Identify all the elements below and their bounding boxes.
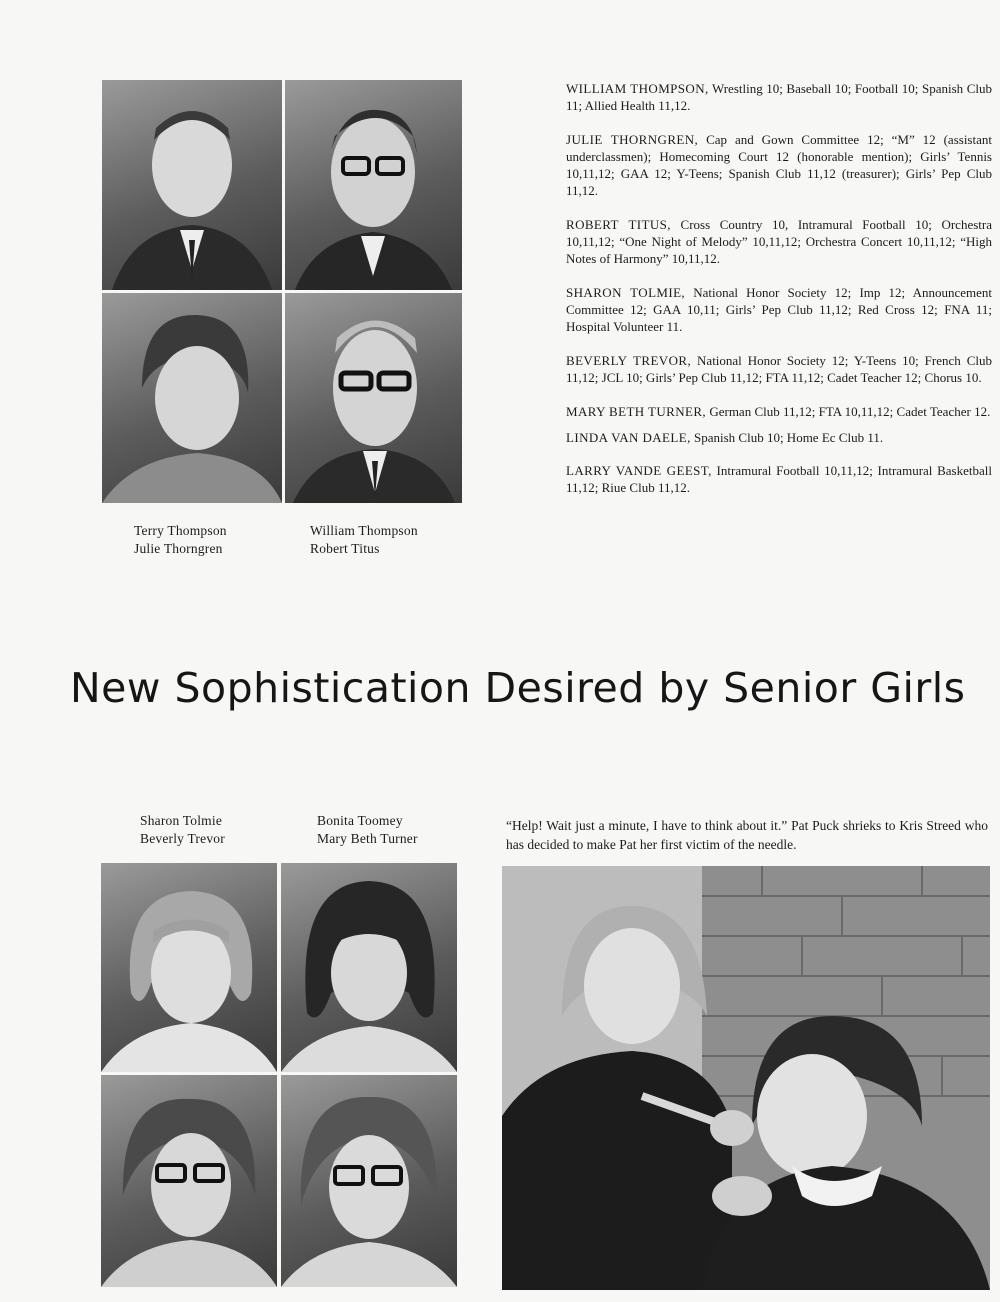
caption-name: Terry Thompson	[134, 523, 227, 538]
caption-name: Bonita Toomey	[317, 813, 403, 828]
bio-activities: Cap and Gown Committee 12; “M” 12 (assistant underclassmen); Homecoming Court 12 (honorable mention); Girls’ Tennis 10,11,12; GAA 12; Y-Teens; Spanish Club 11,12 (treasurer); Girls’ Pep Club 11,12.	[566, 132, 992, 198]
bio-entry	[566, 216, 992, 267]
portrait-robert-titus	[285, 293, 462, 503]
bio-entry	[566, 429, 992, 446]
bio-activities: Spanish Club 10; Home Ec Club 11.	[693, 430, 884, 445]
caption-name: William Thompson	[310, 523, 418, 538]
caption-name: Sharon Tolmie	[140, 813, 223, 828]
caption-name: Julie Thorngren	[134, 541, 223, 556]
portrait-terry-thompson	[102, 80, 282, 290]
bio-entry	[566, 403, 992, 420]
bio-entry	[566, 352, 992, 386]
candid-photo-caption: “Help! Wait just a minute, I have to think about it.” Pat Puck shrieks to Kris Streed who has decided to make Pat her first victim of the needle.	[506, 818, 988, 852]
portrait-beverly-trevor	[101, 1075, 277, 1287]
page-headline: New Sophistication Desired by Senior Girls	[70, 664, 966, 712]
bio-activities: Cross Country 10, Intramural Football 10; Orchestra 10,11,12; “One Night of Melody” 10,11,12; Orchestra Concert 10,11,12; “High Notes of Harmony” 10,11,12.	[566, 217, 992, 266]
bio-activities: Wrestling 10; Baseball 10; Football 10; Spanish Club 11; Allied Health 11,12.	[566, 81, 992, 113]
bio-entry	[566, 462, 992, 496]
bio-activities: Intramural Football 10,11,12; Intramural Basketball 11,12; Riue Club 11,12.	[566, 463, 992, 495]
bio-name: BEVERLY TREVOR,	[566, 353, 692, 368]
portrait-mary-beth-turner	[281, 1075, 457, 1287]
portrait-william-thompson	[285, 80, 462, 290]
bio-entry	[566, 131, 992, 199]
caption-name: Robert Titus	[310, 541, 380, 556]
portrait-sharon-tolmie	[101, 863, 277, 1072]
caption-name: Beverly Trevor	[140, 831, 225, 846]
caption-name: Mary Beth Turner	[317, 831, 418, 846]
bio-name: WILLIAM THOMPSON,	[566, 81, 709, 96]
bottom-caption-left	[140, 812, 225, 848]
bio-activities: German Club 11,12; FTA 10,11,12; Cadet Teacher 12.	[709, 404, 991, 419]
bio-name: MARY BETH TURNER,	[566, 404, 707, 419]
top-caption-left	[134, 522, 227, 558]
bio-name: LINDA VAN DAELE,	[566, 430, 691, 445]
portrait-julie-thorngren	[102, 293, 282, 503]
bio-name: ROBERT TITUS,	[566, 217, 671, 232]
top-caption-right	[310, 522, 418, 558]
bio-activities: National Honor Society 12; Y-Teens 10; French Club 11,12; JCL 10; Girls’ Pep Club 11,12; FTA 11,12; Cadet Teacher 12; Chorus 10.	[566, 353, 992, 385]
bio-name: LARRY VANDE GEEST,	[566, 463, 712, 478]
bio-name: SHARON TOLMIE,	[566, 285, 686, 300]
bio-entry	[566, 284, 992, 335]
candid-photo	[502, 866, 990, 1290]
bio-name: JULIE THORNGREN,	[566, 132, 699, 147]
bottom-caption-right	[317, 812, 418, 848]
senior-biographies	[566, 80, 992, 513]
bio-activities: National Honor Society 12; Imp 12; Announcement Committee 12; GAA 10,11; Girls’ Pep Club 11,12; Red Cross 12; FNA 11; Hospital Volunteer 11.	[566, 285, 993, 334]
bio-entry	[566, 80, 992, 114]
portrait-bonita-toomey	[281, 863, 457, 1072]
